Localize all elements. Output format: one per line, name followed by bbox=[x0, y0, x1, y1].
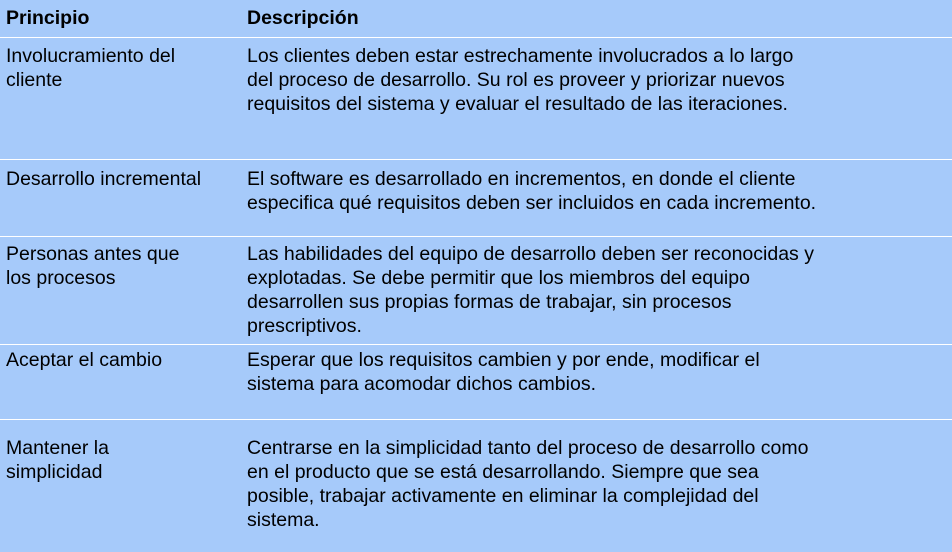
description-cell: Los clientes deben estar estrechamente involucrados a lo largo del proceso de desarrollo. Su rol es proveer y priorizar nuevos requisitos del sistema y evaluar el resultado de las iteraciones. bbox=[247, 45, 794, 115]
principle-cell: Aceptar el cambio bbox=[6, 349, 163, 371]
principle-cell: Involucramiento del cliente bbox=[6, 45, 176, 91]
description-cell: El software es desarrollado en incrementos, en donde el cliente especifica qué requisitos deben ser incluidos en cada incremento. bbox=[247, 168, 817, 214]
table-row bbox=[0, 38, 952, 160]
header-descripcion: Descripción bbox=[247, 7, 359, 29]
description-cell: Esperar que los requisitos cambien y por ende, modificar el sistema para acomodar dichos cambios. bbox=[247, 349, 760, 395]
table-row bbox=[0, 237, 952, 345]
header-principio: Principio bbox=[6, 7, 90, 29]
principle-cell: Desarrollo incremental bbox=[6, 168, 202, 190]
description-cell: Centrarse en la simplicidad tanto del proceso de desarrollo como en el producto que se está desarrollando. Siempre que sea posible, trabajar activamente en eliminar la complejidad del sistema. bbox=[247, 437, 809, 531]
description-cell: Las habilidades del equipo de desarrollo deben ser reconocidas y explotadas. Se debe permitir que los miembros del equipo desarrollen sus propias formas de trabajar, sin procesos prescriptivos. bbox=[247, 243, 814, 337]
table-row bbox=[0, 345, 952, 420]
table-row bbox=[0, 420, 952, 552]
table-header-row bbox=[0, 0, 952, 38]
principle-cell: Personas antes que los procesos bbox=[6, 243, 180, 289]
principle-cell: Mantener la simplicidad bbox=[6, 437, 109, 483]
table-row bbox=[0, 160, 952, 237]
